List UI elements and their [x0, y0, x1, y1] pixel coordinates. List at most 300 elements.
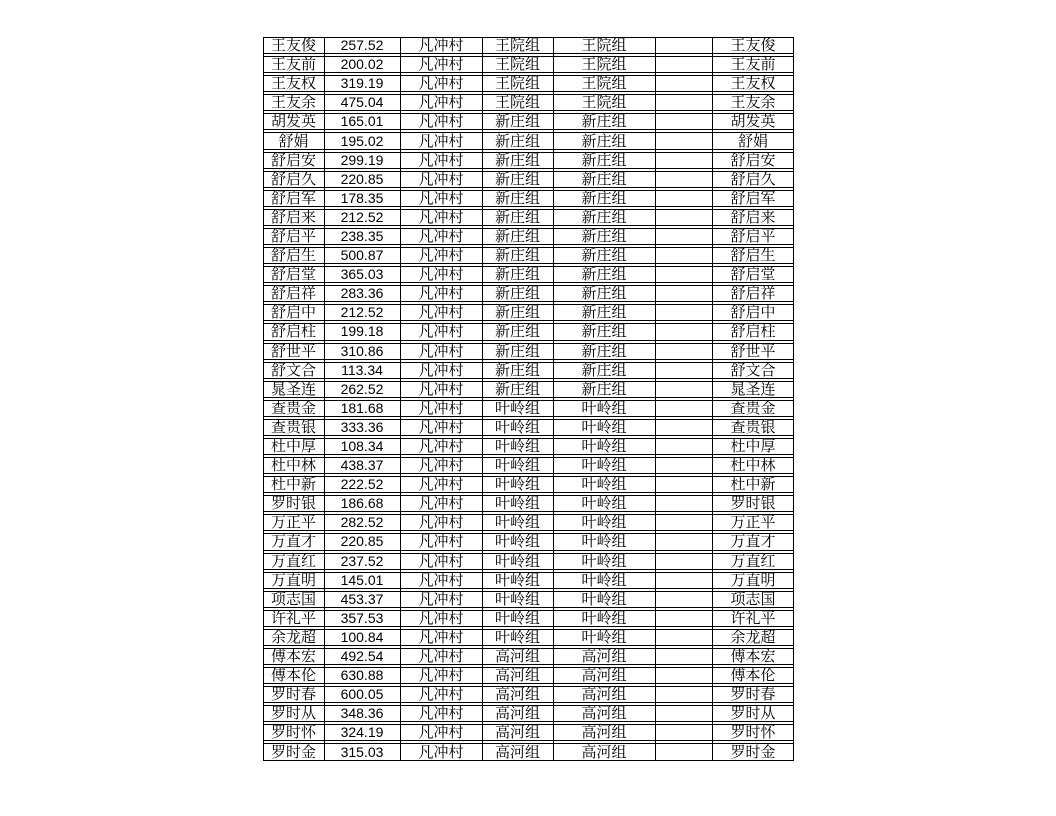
cell-group-2: 叶岭组	[581, 553, 627, 569]
cell-name-2: 傅本宏	[730, 649, 776, 665]
table-row	[263, 419, 794, 436]
cell-blank	[655, 172, 712, 187]
table-row	[263, 323, 794, 340]
table-row	[263, 152, 794, 169]
cell-name: 王友俊	[270, 38, 316, 54]
cell-group: 叶岭组	[494, 610, 540, 626]
cell-group: 高河组	[494, 649, 540, 665]
cell-name-2: 罗时怀	[730, 725, 776, 741]
cell-group: 新庄组	[494, 171, 540, 187]
cell-group: 新庄组	[494, 190, 540, 206]
cell-name: 舒启久	[270, 171, 316, 187]
cell-village: 凡冲村	[418, 76, 464, 92]
cell-name-2: 余龙超	[730, 629, 776, 645]
cell-blank	[655, 706, 712, 721]
table-row	[263, 610, 794, 627]
cell-village: 凡冲村	[418, 477, 464, 493]
cell-village: 凡冲村	[418, 419, 464, 435]
cell-amount: 212.52	[340, 209, 384, 225]
cell-group: 高河组	[494, 725, 540, 741]
table-vertical-border	[553, 37, 554, 761]
cell-name: 罗时银	[270, 496, 316, 512]
cell-amount: 186.68	[340, 496, 384, 512]
cell-amount: 475.04	[340, 95, 384, 111]
cell-village: 凡冲村	[418, 267, 464, 283]
cell-group-2: 新庄组	[581, 362, 627, 378]
cell-name-2: 舒启军	[730, 190, 776, 206]
cell-blank	[655, 573, 712, 588]
cell-name: 王友前	[270, 57, 316, 73]
cell-group: 叶岭组	[494, 458, 540, 474]
cell-amount: 145.01	[340, 572, 384, 588]
cell-amount: 220.85	[340, 171, 384, 187]
cell-village: 凡冲村	[418, 553, 464, 569]
cell-group: 叶岭组	[494, 496, 540, 512]
roster-table	[263, 37, 794, 763]
cell-village: 凡冲村	[418, 744, 464, 760]
table-row	[263, 400, 794, 417]
cell-group-2: 叶岭组	[581, 515, 627, 531]
cell-group-2: 叶岭组	[581, 419, 627, 435]
cell-group: 高河组	[494, 744, 540, 760]
table-row	[263, 304, 794, 321]
cell-group-2: 高河组	[581, 649, 627, 665]
cell-amount: 357.53	[340, 610, 384, 626]
cell-blank	[655, 95, 712, 110]
table-vertical-border	[655, 37, 656, 761]
cell-name: 罗时怀	[270, 725, 316, 741]
cell-amount: 630.88	[340, 668, 384, 684]
cell-amount: 365.03	[340, 267, 384, 283]
cell-group: 新庄组	[494, 209, 540, 225]
cell-name: 舒启平	[270, 228, 316, 245]
cell-group: 王院组	[494, 95, 540, 111]
cell-group: 叶岭组	[494, 419, 540, 435]
table-row	[263, 190, 794, 207]
table-row	[263, 533, 794, 550]
cell-group-2: 叶岭组	[581, 477, 627, 493]
cell-group: 叶岭组	[494, 629, 540, 645]
cell-name: 万直才	[270, 534, 316, 550]
cell-amount: 165.01	[340, 114, 384, 130]
cell-blank	[655, 133, 712, 148]
cell-name: 舒启柱	[270, 324, 316, 340]
cell-name-2: 舒启来	[730, 209, 776, 225]
cell-group-2: 叶岭组	[581, 591, 627, 607]
cell-village: 凡冲村	[418, 381, 464, 397]
cell-name-2: 舒娟	[737, 133, 768, 149]
cell-village: 凡冲村	[418, 591, 464, 607]
cell-name-2: 杜中新	[730, 477, 776, 493]
cell-village: 凡冲村	[418, 152, 464, 168]
table-row	[263, 648, 794, 665]
cell-name-2: 王友俊	[730, 38, 776, 54]
cell-amount: 492.54	[340, 649, 384, 665]
cell-name: 项志国	[270, 591, 316, 607]
cell-name-2: 晁圣连	[730, 381, 776, 397]
cell-blank	[655, 534, 712, 549]
cell-name: 王友余	[270, 95, 316, 111]
cell-amount: 212.52	[340, 305, 384, 321]
cell-group: 新庄组	[494, 248, 540, 264]
cell-blank	[655, 725, 712, 740]
cell-village: 凡冲村	[418, 343, 464, 359]
cell-name-2: 查贵银	[730, 419, 776, 435]
cell-village: 凡冲村	[418, 572, 464, 588]
cell-blank	[655, 382, 712, 397]
cell-group-2: 新庄组	[581, 305, 627, 321]
cell-group: 新庄组	[494, 114, 540, 130]
cell-amount: 324.19	[340, 725, 384, 741]
cell-name-2: 舒启久	[730, 171, 776, 187]
cell-name: 王友权	[270, 76, 316, 92]
table-row	[263, 514, 794, 531]
table-vertical-border	[712, 37, 713, 761]
table-row	[263, 75, 794, 92]
cell-blank	[655, 248, 712, 263]
cell-blank	[655, 458, 712, 473]
cell-name: 舒启祥	[270, 286, 316, 302]
table-vertical-border	[263, 37, 264, 761]
cell-group: 叶岭组	[494, 591, 540, 607]
table-row	[263, 228, 794, 245]
cell-amount: 315.03	[340, 744, 384, 760]
cell-name: 舒文合	[270, 362, 316, 378]
table-row	[263, 724, 794, 741]
cell-amount: 200.02	[340, 57, 384, 73]
cell-name-2: 舒启祥	[730, 286, 776, 302]
cell-amount: 453.37	[340, 591, 384, 607]
cell-name-2: 杜中厚	[730, 438, 776, 455]
table-row	[263, 457, 794, 474]
cell-name-2: 万直才	[730, 534, 776, 550]
cell-group-2: 叶岭组	[581, 496, 627, 512]
cell-group-2: 新庄组	[581, 381, 627, 397]
cell-group-2: 叶岭组	[581, 629, 627, 645]
cell-blank	[655, 592, 712, 607]
cell-name: 万直红	[270, 553, 316, 569]
cell-group-2: 新庄组	[581, 133, 627, 149]
cell-group: 叶岭组	[494, 534, 540, 550]
cell-name: 舒启安	[270, 152, 316, 168]
cell-group: 叶岭组	[494, 553, 540, 569]
cell-amount: 238.35	[340, 228, 384, 244]
cell-amount: 348.36	[340, 706, 384, 722]
cell-group-2: 新庄组	[581, 209, 627, 225]
cell-name: 查贵银	[270, 419, 316, 435]
cell-group-2: 高河组	[581, 744, 627, 760]
cell-group-2: 高河组	[581, 668, 627, 684]
cell-group-2: 叶岭组	[581, 534, 627, 550]
cell-amount: 113.34	[341, 362, 383, 378]
table-row	[263, 572, 794, 589]
cell-name-2: 舒启柱	[730, 324, 776, 340]
cell-amount: 178.35	[340, 190, 384, 206]
cell-blank	[655, 744, 712, 759]
cell-blank	[655, 668, 712, 683]
cell-village: 凡冲村	[418, 209, 464, 225]
cell-name-2: 舒世平	[730, 343, 776, 359]
cell-village: 凡冲村	[418, 286, 464, 302]
cell-amount: 310.86	[340, 343, 384, 359]
cell-group: 叶岭组	[494, 400, 540, 416]
cell-name-2: 万直明	[730, 572, 776, 588]
table-row	[263, 743, 794, 760]
cell-village: 凡冲村	[418, 228, 464, 245]
cell-amount: 600.05	[340, 687, 384, 703]
cell-amount: 257.52	[340, 38, 384, 54]
cell-amount: 108.34	[340, 438, 384, 455]
cell-name: 杜中厚	[270, 438, 316, 455]
cell-name-2: 傅本伦	[730, 668, 776, 684]
cell-name-2: 舒启堂	[730, 267, 776, 283]
cell-village: 凡冲村	[418, 57, 464, 73]
table-vertical-border	[482, 37, 483, 761]
cell-group: 叶岭组	[494, 438, 540, 455]
cell-name: 罗时从	[270, 706, 316, 722]
cell-group: 新庄组	[494, 152, 540, 168]
cell-blank	[655, 687, 712, 702]
cell-group-2: 新庄组	[581, 171, 627, 187]
cell-name-2: 项志国	[730, 591, 776, 607]
cell-group: 王院组	[494, 76, 540, 92]
table-row	[263, 667, 794, 684]
cell-amount: 319.19	[340, 76, 384, 92]
cell-amount: 222.52	[340, 477, 384, 493]
cell-village: 凡冲村	[418, 305, 464, 321]
table-vertical-border	[400, 37, 401, 761]
cell-name-2: 罗时银	[730, 496, 776, 512]
table-vertical-border	[793, 37, 794, 761]
cell-blank	[655, 611, 712, 626]
cell-village: 凡冲村	[418, 324, 464, 340]
cell-group-2: 新庄组	[581, 190, 627, 206]
cell-amount: 262.52	[340, 381, 384, 397]
cell-blank	[655, 630, 712, 645]
cell-group-2: 新庄组	[581, 248, 627, 264]
cell-group: 新庄组	[494, 286, 540, 302]
cell-name: 余龙超	[270, 629, 316, 645]
cell-group-2: 王院组	[581, 57, 627, 73]
cell-village: 凡冲村	[418, 668, 464, 684]
cell-amount: 181.68	[340, 400, 384, 416]
cell-name: 舒世平	[270, 343, 316, 359]
cell-name-2: 胡发英	[730, 114, 776, 130]
cell-group: 新庄组	[494, 305, 540, 321]
cell-amount: 299.19	[340, 152, 384, 168]
cell-group-2: 王院组	[581, 38, 627, 54]
cell-group: 新庄组	[494, 343, 540, 359]
cell-name-2: 许礼平	[730, 610, 776, 626]
table-row	[263, 37, 794, 54]
cell-name: 舒启中	[270, 305, 316, 321]
cell-group: 叶岭组	[494, 572, 540, 588]
cell-group-2: 叶岭组	[581, 438, 627, 455]
cell-group: 新庄组	[494, 324, 540, 340]
cell-blank	[655, 57, 712, 72]
cell-name: 罗时金	[270, 744, 316, 760]
cell-name: 舒启军	[270, 190, 316, 206]
cell-blank	[655, 305, 712, 320]
cell-amount: 500.87	[340, 248, 384, 264]
cell-name: 杜中林	[270, 458, 316, 474]
table-row	[263, 171, 794, 188]
cell-name-2: 查贵金	[730, 400, 776, 416]
cell-name-2: 杜中林	[730, 458, 776, 474]
cell-group: 高河组	[494, 687, 540, 703]
cell-name: 傅本伦	[270, 668, 316, 684]
cell-group-2: 新庄组	[581, 152, 627, 168]
cell-group-2: 新庄组	[581, 114, 627, 130]
cell-village: 凡冲村	[418, 438, 464, 455]
cell-group: 新庄组	[494, 362, 540, 378]
cell-amount: 195.02	[340, 133, 384, 149]
cell-village: 凡冲村	[418, 133, 464, 149]
cell-village: 凡冲村	[418, 458, 464, 474]
cell-group: 叶岭组	[494, 515, 540, 531]
cell-blank	[655, 229, 712, 244]
cell-village: 凡冲村	[418, 400, 464, 416]
cell-name-2: 舒启平	[730, 228, 776, 245]
cell-group-2: 叶岭组	[581, 458, 627, 474]
cell-amount: 237.52	[340, 553, 384, 569]
table-row	[263, 686, 794, 703]
cell-blank	[655, 401, 712, 416]
cell-village: 凡冲村	[418, 629, 464, 645]
table-row	[263, 476, 794, 493]
cell-name-2: 舒启中	[730, 305, 776, 321]
table-row	[263, 266, 794, 283]
cell-blank	[655, 554, 712, 569]
cell-blank	[655, 267, 712, 282]
cell-group-2: 新庄组	[581, 267, 627, 283]
table-row	[263, 629, 794, 646]
cell-village: 凡冲村	[418, 725, 464, 741]
cell-name-2: 王友余	[730, 95, 776, 111]
cell-group-2: 王院组	[581, 95, 627, 111]
cell-group: 王院组	[494, 57, 540, 73]
cell-blank	[655, 420, 712, 435]
cell-group: 新庄组	[494, 381, 540, 397]
cell-blank	[655, 153, 712, 168]
cell-group: 王院组	[494, 38, 540, 54]
cell-village: 凡冲村	[418, 171, 464, 187]
cell-blank	[655, 344, 712, 359]
cell-blank	[655, 210, 712, 225]
cell-village: 凡冲村	[418, 38, 464, 54]
cell-name-2: 万正平	[730, 515, 776, 531]
cell-group-2: 王院组	[581, 76, 627, 92]
cell-blank	[655, 191, 712, 206]
cell-village: 凡冲村	[418, 687, 464, 703]
cell-village: 凡冲村	[418, 496, 464, 512]
table-row	[263, 438, 794, 455]
cell-name: 许礼平	[270, 610, 316, 626]
cell-group: 新庄组	[494, 228, 540, 245]
cell-village: 凡冲村	[418, 610, 464, 626]
cell-blank	[655, 114, 712, 129]
cell-group-2: 叶岭组	[581, 572, 627, 588]
table-row	[263, 56, 794, 73]
cell-blank	[655, 286, 712, 301]
table-row	[263, 285, 794, 302]
cell-name: 晁圣连	[270, 381, 316, 397]
cell-village: 凡冲村	[418, 190, 464, 206]
cell-amount: 282.52	[340, 515, 384, 531]
table-row	[263, 495, 794, 512]
cell-village: 凡冲村	[418, 649, 464, 665]
cell-name-2: 王友前	[730, 57, 776, 73]
cell-name-2: 罗时从	[730, 706, 776, 722]
cell-amount: 333.36	[340, 419, 384, 435]
cell-name: 万正平	[270, 515, 316, 531]
table-row	[263, 247, 794, 264]
cell-group: 新庄组	[494, 133, 540, 149]
cell-blank	[655, 649, 712, 664]
cell-blank	[655, 363, 712, 378]
cell-name: 罗时春	[270, 687, 316, 703]
cell-amount: 283.36	[340, 286, 384, 302]
cell-name: 万直明	[270, 572, 316, 588]
cell-amount: 199.18	[340, 324, 384, 340]
table-row	[263, 343, 794, 360]
table-row	[263, 113, 794, 130]
cell-group: 高河组	[494, 706, 540, 722]
cell-name: 舒启堂	[270, 267, 316, 283]
cell-group-2: 新庄组	[581, 324, 627, 340]
cell-name: 杜中新	[270, 477, 316, 493]
cell-amount: 100.84	[340, 629, 384, 645]
cell-blank	[655, 477, 712, 492]
cell-village: 凡冲村	[418, 515, 464, 531]
table-row	[263, 94, 794, 111]
cell-group: 高河组	[494, 668, 540, 684]
cell-name: 傅本宏	[270, 649, 316, 665]
cell-group-2: 新庄组	[581, 286, 627, 302]
cell-blank	[655, 324, 712, 339]
cell-group-2: 叶岭组	[581, 400, 627, 416]
cell-village: 凡冲村	[418, 114, 464, 130]
cell-village: 凡冲村	[418, 534, 464, 550]
cell-blank	[655, 496, 712, 511]
table-row	[263, 553, 794, 570]
table-row	[263, 362, 794, 379]
table-row	[263, 591, 794, 608]
cell-amount: 220.85	[340, 534, 384, 550]
cell-group: 叶岭组	[494, 477, 540, 493]
cell-village: 凡冲村	[418, 95, 464, 111]
cell-village: 凡冲村	[418, 706, 464, 722]
cell-blank	[655, 439, 712, 454]
cell-blank	[655, 38, 712, 53]
table-row	[263, 705, 794, 722]
table-row	[263, 209, 794, 226]
cell-name-2: 罗时春	[730, 687, 776, 703]
cell-group-2: 新庄组	[581, 343, 627, 359]
cell-name-2: 王友权	[730, 76, 776, 92]
cell-blank	[655, 76, 712, 91]
cell-name-2: 舒启安	[730, 152, 776, 168]
cell-name-2: 舒文合	[730, 362, 776, 378]
cell-name: 舒启生	[270, 248, 316, 264]
cell-name-2: 罗时金	[730, 744, 776, 760]
cell-group-2: 叶岭组	[581, 610, 627, 626]
cell-group-2: 新庄组	[581, 228, 627, 245]
table-row	[263, 132, 794, 149]
cell-name: 查贵金	[270, 400, 316, 416]
cell-name-2: 万直红	[730, 553, 776, 569]
cell-name: 舒娟	[278, 133, 309, 149]
